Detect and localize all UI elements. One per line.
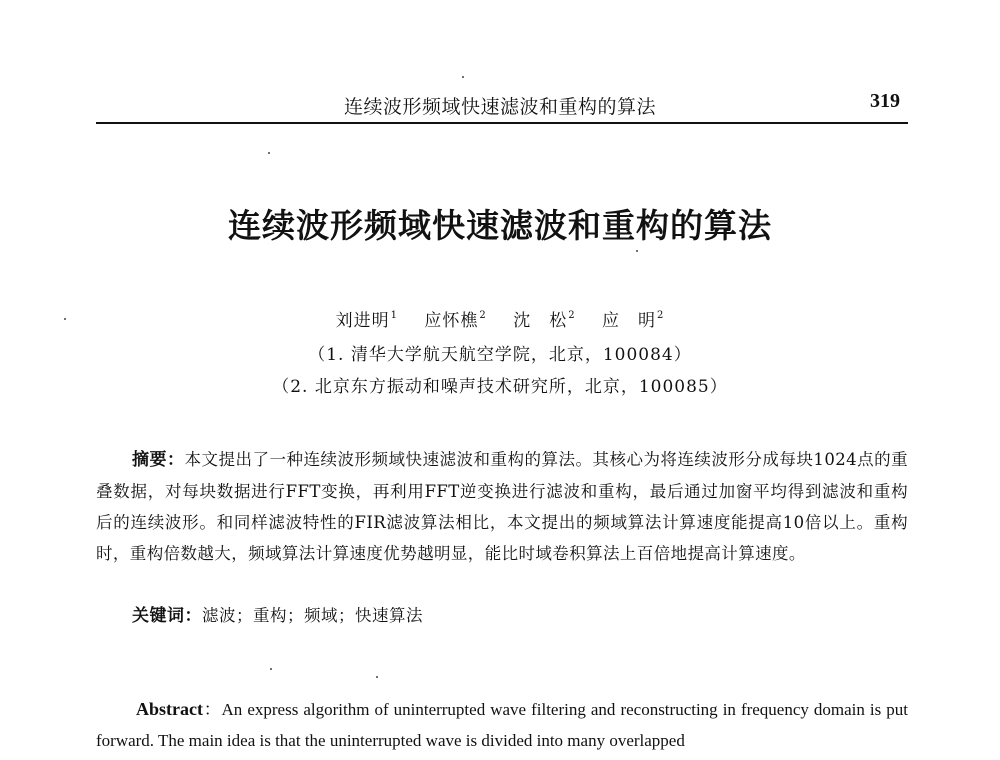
scan-speck: [462, 76, 464, 78]
scan-speck: [376, 676, 378, 678]
author: [602, 311, 664, 331]
author-name: 应怀樵: [424, 311, 479, 331]
english-abstract-colon: ：: [202, 700, 222, 719]
scan-speck: [64, 318, 66, 320]
author-affiliation-mark: 2: [568, 310, 576, 321]
keywords: [132, 601, 423, 626]
page-number: 319: [870, 90, 900, 112]
chinese-abstract: [96, 444, 908, 569]
author-list: [0, 306, 1000, 331]
keywords-text: 滤波；重构；频域；快速算法: [202, 606, 423, 625]
chinese-abstract-text: 本文提出了一种连续波形频域快速滤波和重构的算法。其核心为将连续波形分成每块1024点的重叠数据，对每块数据进行FFT变换，再利用FFT逆变换进行滤波和重构，最后通过加窗平均得到滤波和重构后的连续波形。和同样滤波特性的FIR滤波算法相比，本文提出的频域算法计算速度能提高10倍以上。重构时，重构倍数越大，频域算法计算速度优势越明显，能比时域卷积算法上百倍地提高计算速度。: [96, 450, 909, 563]
header-rule: [96, 122, 908, 124]
english-abstract-label: Abstract: [136, 699, 203, 719]
author-affiliation-mark: 2: [479, 310, 487, 321]
running-title: 连续波形频域快速滤波和重构的算法: [343, 96, 656, 118]
scan-speck: [636, 250, 638, 252]
author: [513, 311, 575, 331]
english-abstract-text: An express algorithm of uninterrupted wave filtering and reconstructing in frequency domain is put forward. The main idea is that the uninterrupted wave is divided into many overlapped: [96, 700, 909, 750]
author-name: 刘进明: [335, 311, 390, 331]
author: [424, 311, 486, 331]
affiliation-2: （2. 北京东方振动和噪声技术研究所，北京，100085）: [272, 377, 728, 397]
author: [336, 311, 398, 331]
paper-title: 连续波形频域快速滤波和重构的算法: [228, 206, 772, 245]
scan-speck: [268, 152, 270, 154]
chinese-abstract-label: 摘要：: [132, 450, 185, 470]
english-abstract-paragraph: [96, 694, 908, 756]
english-abstract: [96, 694, 908, 756]
chinese-abstract-paragraph: [96, 444, 908, 569]
keywords-label: 关键词：: [132, 606, 202, 626]
running-header: [96, 88, 904, 118]
author-affiliation-mark: 1: [390, 310, 399, 321]
affiliation-1: （1. 清华大学航天航空学院，北京，100084）: [308, 345, 692, 365]
author-name: 应 明: [601, 311, 656, 331]
author-affiliation-mark: 2: [656, 310, 665, 321]
scan-speck: [270, 668, 272, 670]
author-name: 沈 松: [513, 311, 568, 331]
